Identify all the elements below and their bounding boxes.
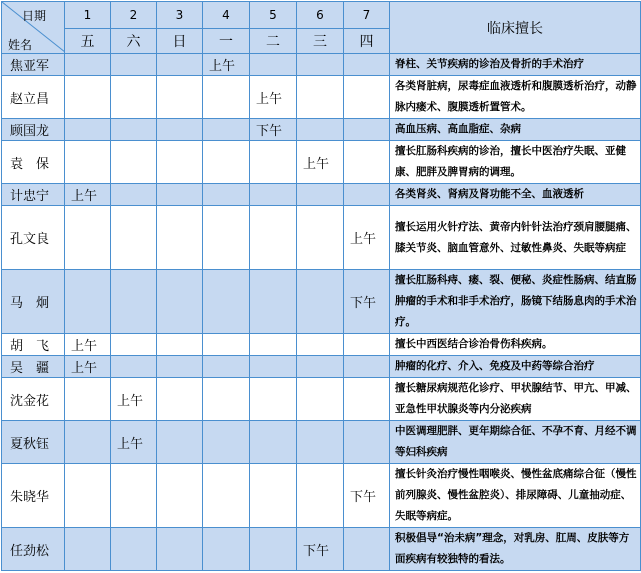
schedule-slot xyxy=(111,206,157,270)
specialty-text: 高血压病、高血脂症、杂病 xyxy=(390,119,641,141)
schedule-slot xyxy=(157,464,203,528)
doctor-name: 吴 疆 xyxy=(2,356,65,378)
schedule-slot xyxy=(203,119,250,141)
table-row xyxy=(2,378,641,421)
table-row xyxy=(2,356,641,378)
date-7: 7 xyxy=(344,2,390,29)
schedule-slot xyxy=(250,206,297,270)
weekday-1: 五 xyxy=(65,29,111,54)
specialty-text: 各类肾脏病，尿毒症血液透析和腹膜透析治疗，动静脉内瘘术、腹膜透析置管术。 xyxy=(390,76,641,119)
schedule-slot xyxy=(344,421,390,464)
schedule-slot xyxy=(157,356,203,378)
table-row xyxy=(2,528,641,571)
schedule-slot xyxy=(157,119,203,141)
schedule-slot xyxy=(157,141,203,184)
doctor-name: 朱晓华 xyxy=(2,464,65,528)
schedule-slot xyxy=(250,184,297,206)
schedule-slot xyxy=(65,528,111,571)
weekday-6: 三 xyxy=(297,29,344,54)
schedule-slot xyxy=(111,334,157,356)
schedule-slot xyxy=(157,184,203,206)
schedule-slot xyxy=(344,76,390,119)
schedule-slot: 上午 xyxy=(297,141,344,184)
corner-name-label: 姓名 xyxy=(8,38,33,52)
schedule-slot xyxy=(203,421,250,464)
schedule-slot xyxy=(344,54,390,76)
schedule-slot xyxy=(203,528,250,571)
doctor-name: 焦亚军 xyxy=(2,54,65,76)
schedule-slot xyxy=(157,206,203,270)
schedule-slot xyxy=(65,76,111,119)
schedule-slot xyxy=(203,356,250,378)
schedule-slot: 上午 xyxy=(111,421,157,464)
schedule-slot xyxy=(203,464,250,528)
table-row xyxy=(2,270,641,334)
schedule-table xyxy=(1,1,641,571)
doctor-name: 胡 飞 xyxy=(2,334,65,356)
schedule-slot xyxy=(297,76,344,119)
schedule-slot: 下午 xyxy=(297,528,344,571)
weekday-4: 一 xyxy=(203,29,250,54)
schedule-slot xyxy=(203,334,250,356)
schedule-slot xyxy=(297,356,344,378)
schedule-slot xyxy=(250,421,297,464)
schedule-slot xyxy=(297,184,344,206)
specialty-text: 擅长针灸治疗慢性咽喉炎、慢性盆底痛综合征（慢性前列腺炎、慢性盆腔炎）、排尿障碍、儿童抽动症、失眠等病症。 xyxy=(390,464,641,528)
table-row xyxy=(2,76,641,119)
specialty-text: 中医调理肥胖、更年期综合征、不孕不育、月经不调等妇科疾病 xyxy=(390,421,641,464)
schedule-slot xyxy=(157,54,203,76)
schedule-slot xyxy=(250,378,297,421)
date-3: 3 xyxy=(157,2,203,29)
weekday-5: 二 xyxy=(250,29,297,54)
schedule-slot xyxy=(65,378,111,421)
table-row xyxy=(2,119,641,141)
corner-date-label: 日期 xyxy=(22,9,47,23)
doctor-name: 顾国龙 xyxy=(2,119,65,141)
specialty-text: 擅长中西医结合诊治骨伤科疾病。 xyxy=(390,334,641,356)
schedule-slot xyxy=(250,528,297,571)
table-row xyxy=(2,421,641,464)
specialty-text: 擅长肛肠科痔、瘘、裂、便秘、炎症性肠病、结直肠肿瘤的手术和非手术治疗，肠镜下结肠息肉的手术治疗。 xyxy=(390,270,641,334)
schedule-slot xyxy=(250,334,297,356)
schedule-slot xyxy=(203,206,250,270)
schedule-slot xyxy=(111,76,157,119)
schedule-slot xyxy=(344,378,390,421)
schedule-slot xyxy=(344,334,390,356)
schedule-slot xyxy=(344,356,390,378)
weekday-2: 六 xyxy=(111,29,157,54)
specialty-text: 擅长肛肠科疾病的诊治，擅长中医治疗失眠、亚健康、肥胖及脾胃病的调理。 xyxy=(390,141,641,184)
schedule-slot xyxy=(297,54,344,76)
date-row xyxy=(2,2,641,29)
table-row xyxy=(2,141,641,184)
specialty-text: 脊柱、关节疾病的诊治及骨折的手术治疗 xyxy=(390,54,641,76)
schedule-slot xyxy=(203,141,250,184)
doctor-name: 夏秋钰 xyxy=(2,421,65,464)
specialty-text: 积极倡导“治未病”理念，对乳房、肛周、皮肤等方面疾病有较独特的看法。 xyxy=(390,528,641,571)
table-row xyxy=(2,334,641,356)
table-row xyxy=(2,54,641,76)
doctor-name: 赵立昌 xyxy=(2,76,65,119)
schedule-slot xyxy=(65,141,111,184)
schedule-slot xyxy=(297,334,344,356)
schedule-slot xyxy=(65,270,111,334)
doctor-name: 马 炯 xyxy=(2,270,65,334)
schedule-slot xyxy=(297,464,344,528)
schedule-slot: 上午 xyxy=(203,54,250,76)
table-row xyxy=(2,206,641,270)
schedule-slot xyxy=(157,421,203,464)
date-6: 6 xyxy=(297,2,344,29)
schedule-slot: 上午 xyxy=(344,206,390,270)
schedule-slot xyxy=(203,378,250,421)
schedule-slot xyxy=(111,54,157,76)
schedule-slot xyxy=(297,421,344,464)
schedule-slot xyxy=(111,184,157,206)
schedule-slot xyxy=(65,54,111,76)
date-5: 5 xyxy=(250,2,297,29)
date-4: 4 xyxy=(203,2,250,29)
schedule-slot xyxy=(111,528,157,571)
schedule-slot: 下午 xyxy=(250,119,297,141)
table-row xyxy=(2,464,641,528)
specialty-text: 肿瘤的化疗、介入、免疫及中药等综合治疗 xyxy=(390,356,641,378)
schedule-slot: 下午 xyxy=(344,270,390,334)
schedule-slot xyxy=(111,270,157,334)
schedule-slot xyxy=(111,464,157,528)
schedule-slot xyxy=(297,119,344,141)
schedule-slot xyxy=(203,270,250,334)
schedule-slot: 上午 xyxy=(111,378,157,421)
schedule-slot xyxy=(297,270,344,334)
schedule-slot xyxy=(203,76,250,119)
table-row xyxy=(2,184,641,206)
doctor-name: 任劲松 xyxy=(2,528,65,571)
schedule-slot xyxy=(250,464,297,528)
schedule-slot xyxy=(157,334,203,356)
schedule-slot xyxy=(344,141,390,184)
doctor-name: 孔文良 xyxy=(2,206,65,270)
schedule-slot xyxy=(297,206,344,270)
doctor-name: 袁 保 xyxy=(2,141,65,184)
schedule-slot xyxy=(157,378,203,421)
schedule-slot xyxy=(344,184,390,206)
schedule-slot xyxy=(157,270,203,334)
schedule-slot xyxy=(250,54,297,76)
schedule-slot xyxy=(157,76,203,119)
doctor-name: 沈金花 xyxy=(2,378,65,421)
date-1: 1 xyxy=(65,2,111,29)
schedule-slot xyxy=(65,119,111,141)
schedule-slot: 上午 xyxy=(65,184,111,206)
schedule-slot xyxy=(111,356,157,378)
schedule-slot xyxy=(111,141,157,184)
specialty-header: 临床擅长 xyxy=(390,2,641,54)
schedule-slot xyxy=(65,206,111,270)
schedule-slot: 上午 xyxy=(250,76,297,119)
specialty-text: 各类肾炎、肾病及肾功能不全、血液透析 xyxy=(390,184,641,206)
schedule-slot xyxy=(250,141,297,184)
schedule-slot xyxy=(111,119,157,141)
corner-cell xyxy=(2,2,65,54)
weekday-7: 四 xyxy=(344,29,390,54)
schedule-slot xyxy=(65,421,111,464)
date-2: 2 xyxy=(111,2,157,29)
schedule-slot xyxy=(250,356,297,378)
schedule-slot xyxy=(344,119,390,141)
specialty-text: 擅长糖尿病规范化诊疗、甲状腺结节、甲亢、甲减、亚急性甲状腺炎等内分泌疾病 xyxy=(390,378,641,421)
schedule-slot: 下午 xyxy=(344,464,390,528)
doctor-name: 计忠宁 xyxy=(2,184,65,206)
schedule-slot: 上午 xyxy=(65,334,111,356)
weekday-3: 日 xyxy=(157,29,203,54)
schedule-slot: 上午 xyxy=(65,356,111,378)
schedule-slot xyxy=(157,528,203,571)
schedule-slot xyxy=(203,184,250,206)
schedule-slot xyxy=(344,528,390,571)
schedule-slot xyxy=(250,270,297,334)
schedule-slot xyxy=(65,464,111,528)
schedule-slot xyxy=(297,378,344,421)
specialty-text: 擅长运用火针疗法、黄帝内针针法治疗颈肩腰腿痛、膝关节炎、脑血管意外、过敏性鼻炎、失眠等病症 xyxy=(390,206,641,270)
